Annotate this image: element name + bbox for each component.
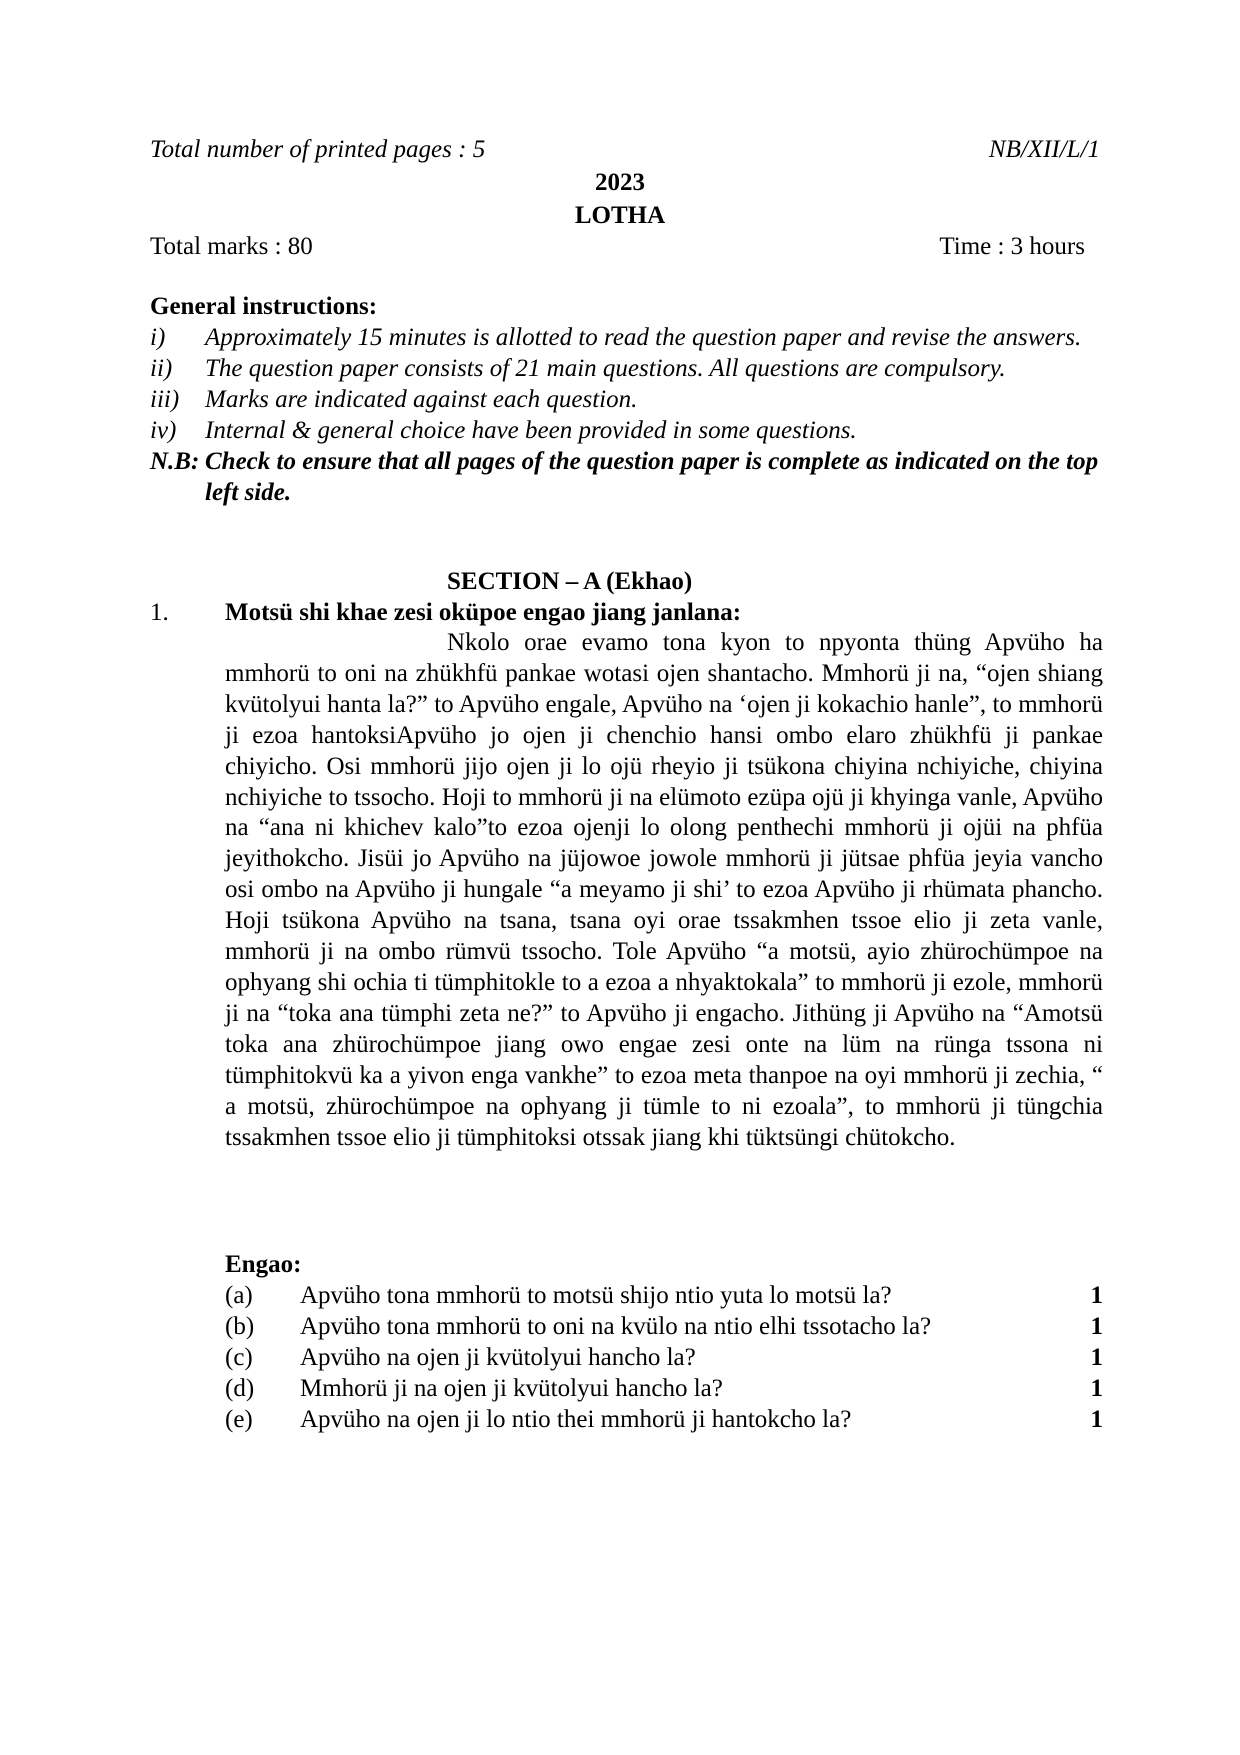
subquestion-mark: 1 bbox=[1090, 1313, 1103, 1340]
question-heading: Motsü shi khae zesi oküpoe engao jiang janlana: bbox=[225, 599, 742, 626]
exam-year: 2023 bbox=[595, 169, 645, 196]
subquestion-label: (a) bbox=[225, 1282, 253, 1309]
engao-title: Engao: bbox=[225, 1251, 302, 1278]
instruction-text: Marks are indicated against each question. bbox=[205, 386, 638, 413]
reading-passage bbox=[225, 628, 1103, 1153]
instruction-text: Approximately 15 minutes is allotted to read the question paper and revise the answers. bbox=[205, 324, 1082, 351]
subquestion-text: Apvüho tona mmhorü to oni na kvülo na ntio elhi tssotacho la? bbox=[300, 1313, 932, 1340]
nb-label: N.B: bbox=[150, 448, 200, 475]
printed-pages-note: Total number of printed pages : 5 bbox=[150, 136, 486, 163]
instruction-item bbox=[150, 322, 1100, 353]
instruction-text: Internal & general choice have been provided in some questions. bbox=[205, 417, 857, 444]
subquestion-text: Apvüho na ojen ji lo ntio thei mmhorü ji hantokcho la? bbox=[300, 1406, 852, 1433]
instructions-title: General instructions: bbox=[150, 293, 378, 320]
instruction-item bbox=[150, 353, 1100, 384]
subquestion-mark: 1 bbox=[1090, 1406, 1103, 1433]
passage-text: Nkolo orae evamo tona kyon to npyonta thüng Apvüho ha mmhorü to oni na zhükhfü pankae wotasi ojen shantacho. Mmhorü ji na, “ojen shiang kvütolyui hanta la?” to Apvüho engale, Apvüho na ‘ojen ji kokachio hanle”, to mmhorü ji ezoa hantoksiApvüho jo ojen ji chenchio hansi ombo elaro zhükhfü ji pankae chiyicho. Osi mmhorü jijo ojen ji lo ojü rheyio ji tsükona chiyina nchiyiche, chiyina nchiyiche to tssocho. Hoji to mmhorü ji na elümoto ezüpa ojü ji khyinga vanle, Apvüho na “ana ni khichev kalo”to ezoa ojenji lo olong penthechi mmhorü ji ojüi na phfüa jeyithokcho. Jisüi jo Apvüho na jüjowoe jowole mmhorü ji jütsae phfüa jeyia vancho osi ombo na Apvüho ji hungale “a meyamo ji shi’ to ezoa Apvüho ji rhümata phancho. Hoji tsükona Apvüho na tsana, tsana oyi orae tssakmhen tssoe elio ji zeta vanle, mmhorü ji na ombo rümvü tssocho. Tole Apvüho “a motsü, ayio zhürochümpoe na ophyang shi ochia ti tümphitokle to a ezoa a nhyaktokala” to mmhorü ji ezole, mmhorü ji na “toka ana tümphi zeta ne?” to Apvüho ji engacho. Jithüng ji Apvüho na “Amotsü toka ana zhürochümpoe jiang owo engae zesi onte na lüm na rünga tssona ni tümphitokvü ka a yivon enga vankhe” to ezoa meta thanpoe na oyi mmhorü ji zechia, “ a motsü, zhürochümpoe na ophyang ji tümle to ni ezoala”, to mmhorü ji tüngchia tssakmhen tssoe elio ji tümphitoksi otssak jiang khi tüktsüngi chütokcho. bbox=[225, 629, 1103, 1151]
instruction-text: The question paper consists of 21 main questions. All questions are compulsory. bbox=[205, 355, 1006, 382]
total-marks: Total marks : 80 bbox=[150, 233, 313, 260]
section-title: SECTION – A (Ekhao) bbox=[447, 568, 693, 595]
subquestion-mark: 1 bbox=[1090, 1375, 1103, 1402]
instruction-item bbox=[150, 384, 1100, 415]
subquestion-text: Mmhorü ji na ojen ji kvütolyui hancho la? bbox=[300, 1375, 723, 1402]
subquestion-text: Apvüho na ojen ji kvütolyui hancho la? bbox=[300, 1344, 696, 1371]
subquestion-row bbox=[225, 1311, 1103, 1342]
instruction-number: i) bbox=[150, 324, 166, 351]
subquestion-row bbox=[225, 1373, 1103, 1404]
subquestion-label: (e) bbox=[225, 1406, 253, 1433]
subquestion-text: Apvüho tona mmhorü to motsü shijo ntio yuta lo motsü la? bbox=[300, 1282, 892, 1309]
paper-code: NB/XII/L/1 bbox=[988, 136, 1100, 163]
exam-subject: LOTHA bbox=[574, 202, 666, 229]
subquestion-list bbox=[225, 1280, 1103, 1435]
instruction-number: iii) bbox=[150, 386, 180, 413]
subquestion-label: (c) bbox=[225, 1344, 253, 1371]
subquestion-row bbox=[225, 1404, 1103, 1435]
instruction-number: iv) bbox=[150, 417, 177, 444]
exam-time: Time : 3 hours bbox=[939, 233, 1085, 260]
subquestion-mark: 1 bbox=[1090, 1282, 1103, 1309]
question-number: 1. bbox=[150, 599, 169, 626]
subquestion-label: (b) bbox=[225, 1313, 255, 1340]
instruction-item bbox=[150, 415, 1100, 446]
subquestion-label: (d) bbox=[225, 1375, 255, 1402]
instructions-list bbox=[150, 322, 1100, 508]
subquestion-mark: 1 bbox=[1090, 1344, 1103, 1371]
subquestion-row bbox=[225, 1342, 1103, 1373]
nb-text: Check to ensure that all pages of the question paper is complete as indicated on the top left side. bbox=[205, 448, 1099, 506]
instruction-number: ii) bbox=[150, 355, 173, 382]
nb-note bbox=[150, 446, 1100, 508]
subquestion-row bbox=[225, 1280, 1103, 1311]
